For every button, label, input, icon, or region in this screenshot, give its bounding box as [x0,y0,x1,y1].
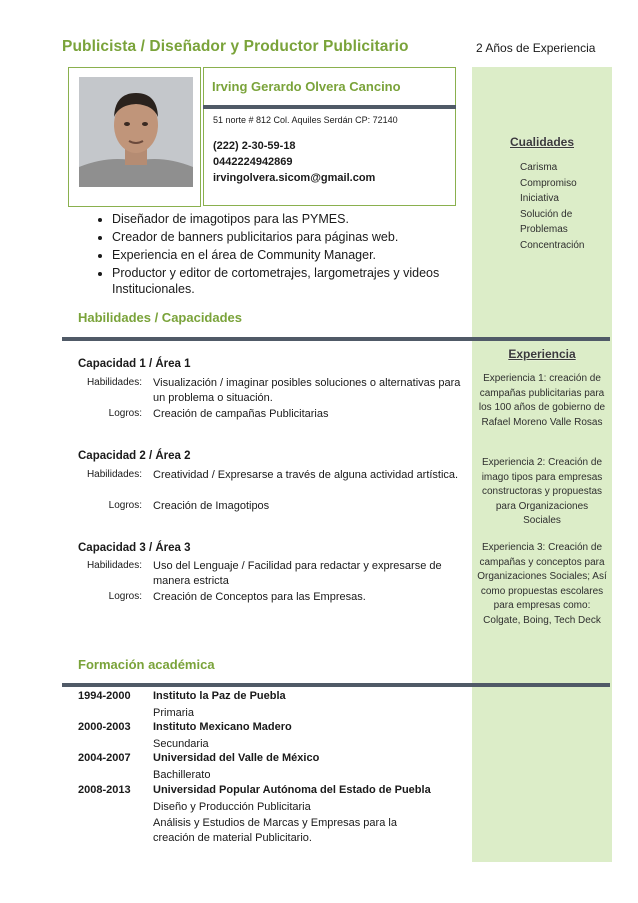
list-item: • Creador de banners publicitarios para páginas web. [112,229,464,245]
education-years: 1994-2000 [78,690,131,702]
education-years: 2004-2007 [78,752,131,764]
achievements-value: Creación de Conceptos para las Empresas. [153,591,366,603]
education-institution: Universidad del Valle de México [153,752,320,764]
education-detail: Análisis y Estudios de Marcas y Empresas para la creación de material Publicitario. [153,817,397,844]
achievements-value: Creación de Imagotipos [153,500,270,512]
achievements-label: Logros: [108,500,142,511]
education-detail: Secundaria [153,738,209,750]
experience-item: Experiencia 1: creación de campañas publicitarias para los 100 años de gobierno de Rafael Moreno Valle Rosas [478,373,606,428]
email[interactable]: irvingolvera.sicom@gmail.com [213,172,376,184]
qualities-heading: Cualidades [509,135,575,149]
education-years: 2008-2013 [78,784,131,796]
education-detail: Diseño y Producción Publicitaria [153,801,311,813]
mobile: 0442224942869 [213,156,293,168]
list-item: Solución de [520,208,573,220]
qualities-list [520,160,584,253]
capacity-title: Capacidad 2 / Área 2 [78,450,191,462]
list-item: Concentración [520,239,585,251]
skills-label: Habilidades: [86,377,142,388]
experience-item: Experiencia 2: Creación de imago tipos para empresas constructoras y propuestas para Organizaciones Sociales [481,457,603,526]
list-item: • Experiencia en el área de Community Manager. [112,247,464,263]
education-divider [62,683,610,687]
name-divider [203,105,456,109]
list-item: • Productor y editor de cortometrajes, largometrajes y videos Institucionales. [112,265,464,297]
list-item: Carisma [520,162,558,173]
education-institution: Universidad Popular Autónoma del Estado de Puebla [153,784,431,796]
education-years: 2000-2003 [78,721,131,733]
achievements-label: Logros: [108,591,142,602]
list-item: Iniciativa [520,193,559,204]
education-detail: Bachillerato [153,769,211,781]
education-detail: Primaria [153,707,194,719]
list-item: Compromiso [520,177,577,189]
skills-divider [62,337,610,341]
education-institution: Instituto la Paz de Puebla [153,690,286,702]
summary-list [92,211,464,299]
capacity-title: Capacidad 1 / Área 1 [78,358,191,370]
skills-value: Creatividad / Expresarse a través de alguna actividad artística. [153,469,459,481]
full-name: Irving Gerardo Olvera Cancino [212,79,401,94]
skills-label: Habilidades: [86,560,142,571]
skills-value: Uso del Lenguaje / Facilidad para redactar y expresarse de manera estricta [153,560,442,587]
achievements-label: Logros: [108,408,142,419]
education-heading: Formación académica [78,657,215,672]
skills-value: Visualización / imaginar posibles soluciones o alternativas para un problema o situación. [153,377,461,404]
achievements-value: Creación de campañas Publicitarias [153,408,329,420]
capacity-title: Capacidad 3 / Área 3 [78,542,191,554]
list-item: • Diseñador de imagotipos para las PYMES. [112,211,464,227]
education-institution: Instituto Mexicano Madero [153,721,292,733]
experience-years: 2 Años de Experiencia [476,41,596,55]
contact-info [213,138,375,186]
phone: (222) 2-30-59-18 [213,140,296,152]
experience-heading: Experiencia [508,347,576,361]
profile-photo [79,77,193,187]
skills-label: Habilidades: [86,469,142,480]
list-item: Problemas [520,224,568,235]
address: 51 norte # 812 Col. Aquiles Serdán CP: 72140 [213,115,398,125]
page-title: Publicista / Diseñador y Productor Publicitario [62,38,409,55]
experience-item: Experiencia 3: Creación de campañas y conceptos para Organizaciones Sociales; Así como propuestas escolares para empresas como: Colgate, Boing, Tech Deck [477,542,607,626]
skills-heading: Habilidades / Capacidades [78,310,243,325]
